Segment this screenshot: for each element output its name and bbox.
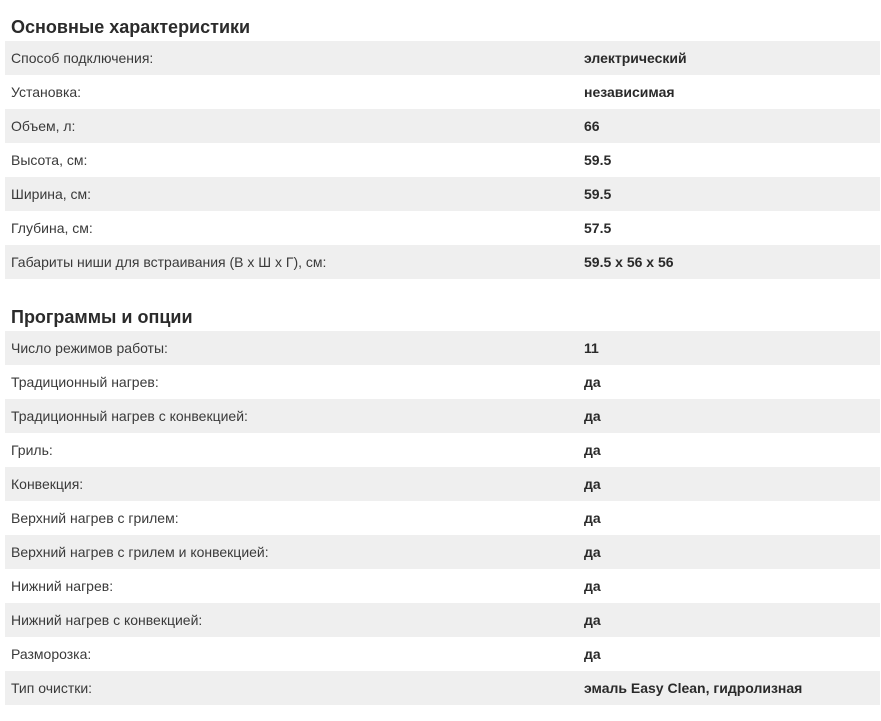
spec-value: да: [584, 476, 601, 492]
spec-label: Установка:: [11, 84, 82, 100]
programs-section: [5, 279, 880, 705]
spec-value: 59.5 x 56 x 56: [584, 254, 674, 270]
spec-label: Нижний нагрев с конвекцией:: [11, 612, 203, 628]
spec-row: [5, 143, 880, 177]
spec-row: [5, 109, 880, 143]
spec-label: Глубина, см:: [11, 220, 93, 236]
spec-label: Высота, см:: [11, 152, 88, 168]
spec-label: Традиционный нагрев:: [11, 374, 159, 390]
spec-value: 59.5: [584, 186, 612, 202]
spec-label: Верхний нагрев с грилем и конвекцией:: [11, 544, 269, 560]
main-specs-table: [5, 41, 880, 279]
spec-row: [5, 41, 880, 75]
spec-label: Ширина, см:: [11, 186, 92, 202]
spec-row: [5, 177, 880, 211]
spec-label: Объем, л:: [11, 118, 76, 134]
spec-value: да: [584, 544, 601, 560]
programs-table: [5, 331, 880, 705]
spec-value: эмаль Easy Clean, гидролизная: [584, 680, 803, 696]
spec-value: 59.5: [584, 152, 612, 168]
spec-row: [5, 245, 880, 279]
spec-value: 66: [584, 118, 600, 134]
spec-value: да: [584, 578, 601, 594]
section-title-main-specs: Основные характеристики: [11, 17, 251, 37]
spec-label: Верхний нагрев с грилем:: [11, 510, 179, 526]
spec-row: [5, 501, 880, 535]
spec-label: Число режимов работы:: [11, 340, 168, 356]
spec-value: электрический: [584, 50, 687, 66]
spec-value: 11: [584, 340, 599, 356]
spec-row: [5, 75, 880, 109]
main-specs-section: [5, 0, 880, 279]
spec-row: [5, 365, 880, 399]
spec-value: да: [584, 646, 601, 662]
spec-label: Нижний нагрев:: [11, 578, 114, 594]
section-title-programs: Программы и опции: [11, 307, 193, 327]
spec-value: независимая: [584, 84, 675, 100]
spec-row: [5, 399, 880, 433]
spec-row: [5, 433, 880, 467]
spec-value: 57.5: [584, 220, 612, 236]
spec-label: Тип очистки:: [11, 680, 93, 696]
spec-value: да: [584, 442, 601, 458]
spec-label: Габариты ниши для встраивания (В x Ш x Г), см:: [11, 254, 327, 270]
spec-value: да: [584, 510, 601, 526]
spec-row: [5, 569, 880, 603]
spec-label: Конвекция:: [11, 476, 84, 492]
spec-label: Гриль:: [11, 442, 53, 458]
spec-value: да: [584, 408, 601, 424]
spec-value: да: [584, 612, 601, 628]
spec-label: Традиционный нагрев с конвекцией:: [11, 408, 248, 424]
spec-row: [5, 467, 880, 501]
spec-row: [5, 671, 880, 705]
spec-row: [5, 603, 880, 637]
spec-row: [5, 637, 880, 671]
spec-row: [5, 535, 880, 569]
spec-row: [5, 211, 880, 245]
spec-label: Способ подключения:: [11, 50, 154, 66]
spec-value: да: [584, 374, 601, 390]
spec-label: Разморозка:: [11, 646, 92, 662]
spec-row: [5, 331, 880, 365]
